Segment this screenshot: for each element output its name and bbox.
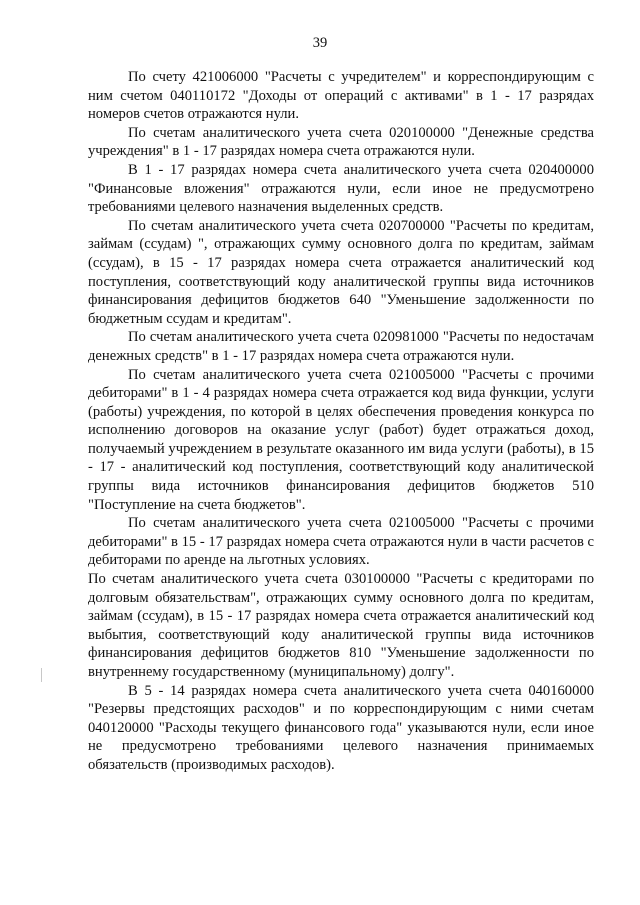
paragraph-account-421006000: По счету 421006000 "Расчеты с учредителем" и корреспондирующим с ним счетом 040110172 "Доходы от операций с активами" в 1 - 17 разрядах номеров счетов отражаются нули.	[88, 69, 594, 123]
page-number: 39	[312, 35, 328, 51]
margin-mark	[41, 668, 42, 682]
paragraph-account-020981000: По счетам аналитического учета счета 020981000 "Расчеты по недостачам денежных средств" в 1 - 17 разрядах номера счета отражаются нули.	[88, 329, 594, 364]
paragraph-account-021005000-rent: По счетам аналитического учета счета 021005000 "Расчеты с прочими дебиторами" в 15 - 17 разрядах номера счета отражаются нули в части расчетов с дебиторами по аренде на льготных условиях.	[88, 515, 594, 569]
page-body	[88, 68, 594, 775]
paragraph-account-030100000: По счетам аналитического учета счета 030100000 "Расчеты с кредиторами по долговым обязательствам", отражающих сумму основного долга по кредитам, займам (ссудам), в 15 - 17 разрядах номера счета отражается аналитический код выбытия, соответствующий коду аналитической группы вида источников финансирования дефицитов бюджетов 810 "Уменьшение задолженности по внутреннему государственному (муниципальному) долгу".	[88, 571, 594, 680]
paragraph-account-020100000: По счетам аналитического учета счета 020100000 "Денежные средства учреждения" в 1 - 17 разрядах номера счета отражаются нули.	[88, 124, 594, 160]
paragraph-account-021005000-functions: По счетам аналитического учета счета 021005000 "Расчеты с прочими дебиторами" в 1 - 4 разрядах номера счета отражается код вида функции, услуги (работы) учреждения, по которой в целях обеспечения проведения конкурса по исполнению договоров на оказание услуг (работ) будет отражаться доход, получаемый учреждением в результате оказанного им вида услуги (работы), в 15 - 17 - аналитический код поступления, соответствующий коду аналитической группы вида источников финансирования дефицитов бюджетов 510 "Поступление на счета бюджетов".	[88, 366, 594, 513]
paragraph-account-020700000: По счетам аналитического учета счета 020700000 "Расчеты по кредитам, займам (ссудам) ", отражающих сумму основного долга по кредитам, займам (ссудам), в 15 - 17 разрядах номера счета отражается аналитический код поступления, соответствующий коду аналитической группы вида источников финансирования дефицитов бюджетов 640 "Уменьшение задолженности по бюджетным ссудам и кредитам".	[88, 217, 594, 327]
paragraph-account-020400000: В 1 - 17 разрядах номера счета аналитического учета счета 020400000 "Финансовые вложения" отражаются нули, если иное не предусмотрено требованиями целевого назначения выделенных средств.	[88, 161, 594, 216]
paragraph-account-040160000: В 5 - 14 разрядах номера счета аналитического учета счета 040160000 "Резервы предстоящих расходов" и по корреспондирующим с ними счетам 040120000 "Расходы текущего финансового года" указываются нули, если иное не предусмотрено требованиями целевого назначения принимаемых обязательств (производимых расходов).	[88, 682, 594, 773]
